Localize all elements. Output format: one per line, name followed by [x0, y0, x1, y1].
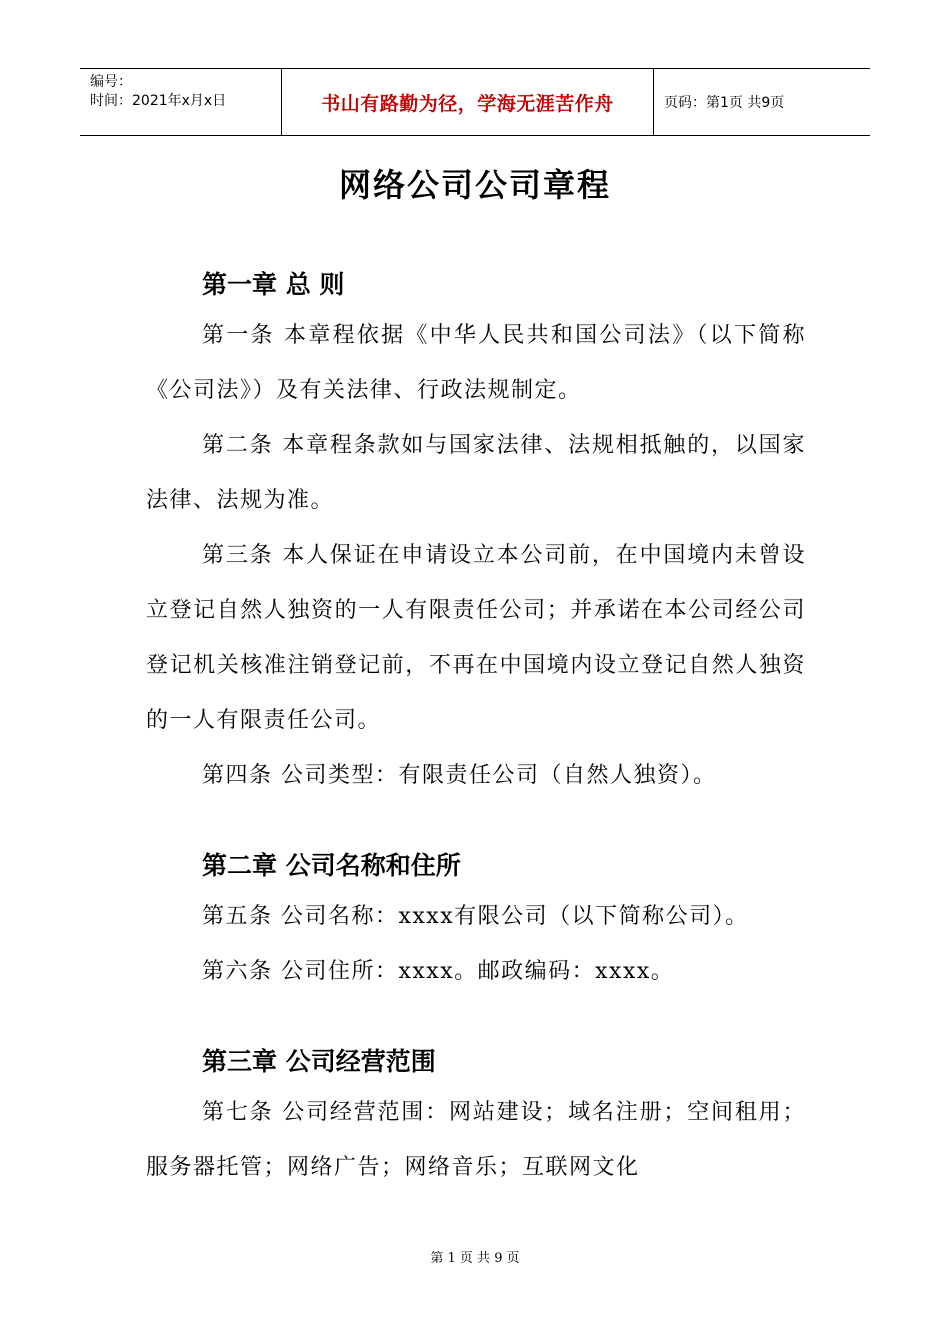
chapter-2: [146, 843, 806, 999]
document-title: 网络公司公司章程: [338, 166, 611, 204]
page-footer: 第 1 页 共 9 页: [430, 1251, 520, 1266]
chapter-1: [146, 262, 806, 803]
chapter-heading: 第二章 公司名称和住所: [202, 851, 461, 880]
chapter-heading: 第三章 公司经营范围: [202, 1047, 436, 1076]
article-paragraph: 第四条 公司类型：有限责任公司（自然人独资）。: [202, 763, 717, 788]
article-paragraph: 第七条 公司经营范围：网站建设；域名注册；空间租用；服务器托管；网络广告；网络音乐；互联网文化: [146, 1100, 806, 1180]
article-paragraph: 第五条 公司名称：xxxx有限公司（以下简称公司）。: [202, 904, 749, 929]
header-page-info: 页码：第1页 共9页: [664, 95, 785, 111]
chapter-3: [146, 1039, 806, 1195]
article-paragraph: 第二条 本章程条款如与国家法律、法规相抵触的，以国家法律、法规为准。: [146, 433, 806, 513]
header-table: [80, 68, 870, 136]
document-time-label: 时间：2021年x月x日: [90, 93, 227, 109]
document-number-label: 编号：: [90, 74, 132, 90]
chapter-heading: 第一章 总 则: [202, 270, 345, 299]
article-paragraph: 第六条 公司住所：xxxx。邮政编码：xxxx。: [202, 959, 675, 984]
document-body: [146, 262, 806, 1195]
header-meta-cell: [80, 69, 282, 135]
article-paragraph: 第一条 本章程依据《中华人民共和国公司法》（以下简称《公司法》）及有关法律、行政法规制定。: [146, 323, 806, 403]
article-paragraph: 第三条 本人保证在申请设立本公司前，在中国境内未曾设立登记自然人独资的一人有限责任公司；并承诺在本公司经公司登记机关核准注销登记前，不再在中国境内设立登记自然人独资的一人有限责任公司。: [146, 543, 806, 733]
header-motto: 书山有路勤为径，学海无涯苦作舟: [282, 69, 654, 135]
